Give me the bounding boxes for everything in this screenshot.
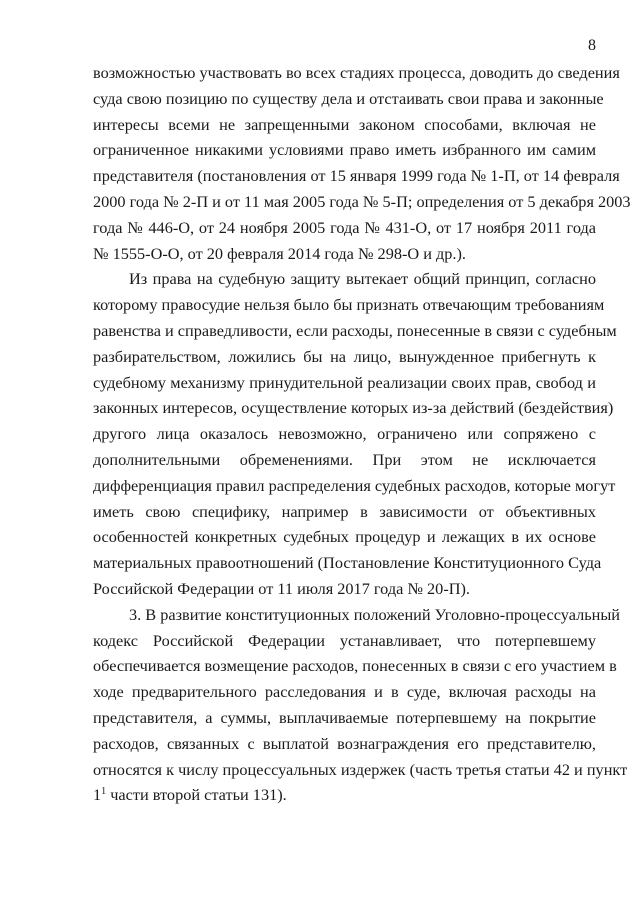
text-line: Российской Федерации от 11 июля 2017 года № 20-П). xyxy=(93,578,470,598)
text-line: 3. В развитие конституционных положений Уголовно-процессуальный xyxy=(129,604,620,624)
text-line: относятся к числу процессуальных издержек (часть третья статьи 42 и пункт xyxy=(93,759,628,779)
text-line: представителя (постановления от 15 января 1999 года № 1-П, от 14 февраля xyxy=(93,166,620,186)
clause-superscript: 1 xyxy=(101,786,107,798)
text-line: дополнительными обременениями. При этом не исключается xyxy=(93,449,596,469)
text-line: другого лица оказалось невозможно, ограничено или сопряжено с xyxy=(93,424,596,444)
text-line: судебному механизму принудительной реализации своих прав, свобод и xyxy=(93,372,596,392)
text-line: представителя, а суммы, выплачиваемые потерпевшему на покрытие xyxy=(93,707,596,727)
text-line: разбирательством, ложились бы на лицо, вынужденное прибегнуть к xyxy=(93,346,596,366)
text-line: обеспечивается возмещение расходов, понесенных в связи с его участием в xyxy=(93,656,617,676)
text-line: суда свою позицию по существу дела и отстаивать свои права и законные xyxy=(93,88,604,108)
final-line-text: части второй статьи 131). xyxy=(106,785,287,805)
paragraph-section-3 xyxy=(93,602,628,808)
text-line: кодекс Российской Федерации устанавливает, что потерпевшему xyxy=(93,630,596,650)
text-line: равенства и справедливости, если расходы, понесенные в связи с судебным xyxy=(93,320,617,340)
page-number: 8 xyxy=(588,37,596,54)
body-text xyxy=(93,60,631,808)
text-line: интересы всеми не запрещенными законом способами, включая не xyxy=(93,114,596,134)
text-line: материальных правоотношений (Постановление Конституционного Суда xyxy=(93,553,602,573)
text-line: года № 446-О, от 24 ноября 2005 года № 431-О, от 17 ноября 2011 года xyxy=(93,217,596,237)
text-line: возможностью участвовать во всех стадиях процесса, доводить до сведения xyxy=(93,63,620,82)
text-line: особенностей конкретных судебных процедур и лежащих в их основе xyxy=(93,527,596,547)
text-line: которому правосудие нельзя было бы признать отвечающим требованиям xyxy=(93,295,605,315)
text-line: № 1555-О-О, от 20 февраля 2014 года № 298-О и др.). xyxy=(93,243,466,263)
text-line: иметь свою специфику, например в зависимости от объективных xyxy=(93,501,596,521)
paragraph-judicial-protection xyxy=(93,266,617,601)
text-line: 2000 года № 2-П и от 11 мая 2005 года № 5-П; определения от 5 декабря 2003 xyxy=(93,191,631,211)
text-line: законных интересов, осуществление которых из-за действий (бездействия) xyxy=(93,398,614,418)
text-line: дифференциация правил распределения судебных расходов, которые могут xyxy=(93,475,616,495)
text-line: ходе предварительного расследования и в суде, включая расходы на xyxy=(93,682,596,702)
clause-number: 1 xyxy=(93,785,102,805)
text-line: расходов, связанных с выплатой вознаграждения его представителю, xyxy=(93,733,596,753)
text-line: Из права на судебную защиту вытекает общий принцип, согласно xyxy=(129,269,596,289)
text-line-final xyxy=(93,782,596,808)
paragraph-continuation xyxy=(93,60,631,266)
text-line: ограниченное никакими условиями право иметь избранного им самим xyxy=(93,140,596,160)
